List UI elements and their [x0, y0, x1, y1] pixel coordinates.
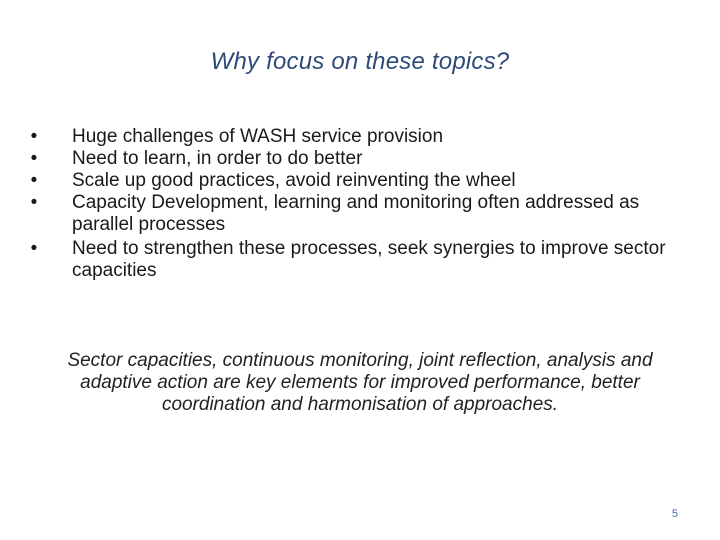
- bullet-icon: •: [30, 148, 38, 169]
- bullet-icon: •: [30, 126, 38, 147]
- bullet-text: Need to strengthen these processes, seek synergies to improve sector capacities: [72, 238, 666, 281]
- key-message: Sector capacities, continuous monitoring, joint reflection, analysis and adaptive action are key elements for improved performance, better coordination and harmonisation of approaches.: [67, 350, 653, 415]
- bullet-text: Need to learn, in order to do better: [72, 148, 363, 169]
- page-number: 5: [671, 508, 678, 520]
- bullet-text: Scale up good practices, avoid reinventing the wheel: [72, 170, 516, 191]
- bullet-icon: •: [30, 192, 38, 213]
- bullet-item: [28, 192, 668, 236]
- bullet-icon: •: [30, 238, 38, 259]
- bullet-item: [28, 126, 668, 148]
- bullet-text: Huge challenges of WASH service provision: [72, 126, 444, 147]
- bullet-item: [28, 170, 668, 192]
- bullet-item: [28, 238, 668, 282]
- slide-title: Why focus on these topics?: [210, 48, 510, 75]
- bullet-item: [28, 148, 668, 170]
- bullet-icon: •: [30, 170, 38, 191]
- bullet-list: [28, 126, 668, 282]
- bullet-text: Capacity Development, learning and monitoring often addressed as parallel processes: [72, 192, 640, 235]
